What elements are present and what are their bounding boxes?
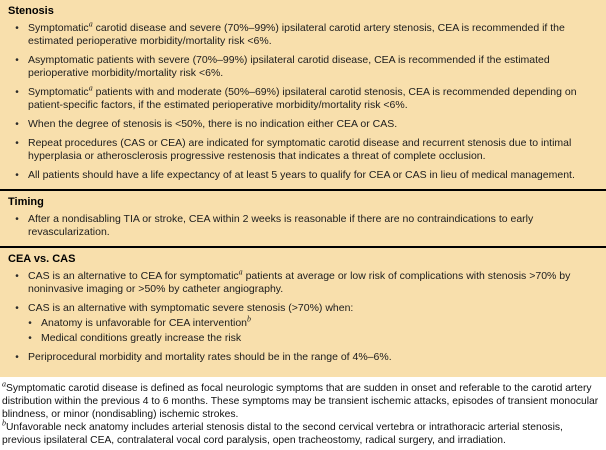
text-part: Asymptomatic patients with severe (70%–99%) ipsilateral carotid disease, CEA is recommended if the estimated perioperative morbidity/mortality risk <6%. [28, 54, 550, 79]
text-part: Repeat procedures (CAS or CEA) are indicated for symptomatic carotid disease and recurrent stenosis due to intimal hyperplasia or atherosclerosis progressive restenosis that indicates a threat of complete occlusion. [28, 137, 572, 162]
text-part: When the degree of stenosis is <50%, there is no indication either CEA or CAS. [28, 118, 398, 130]
section-stenosis [0, 0, 606, 189]
footnote [2, 418, 603, 447]
bullet-icon: • [15, 352, 19, 363]
text-part: CAS is an alternative to CEA for symptomatic [28, 270, 239, 282]
bullet-icon: • [28, 333, 32, 344]
text-part: Anatomy is unfavorable for CEA intervention [41, 317, 248, 329]
text-part: Medical conditions greatly increase the risk [41, 332, 242, 344]
bullet-text [28, 118, 597, 131]
bullet-icon: • [15, 55, 19, 66]
bullet-text [28, 302, 597, 315]
bullet-text [28, 213, 597, 239]
section-timing [0, 189, 606, 246]
bullet-icon: • [15, 170, 19, 181]
sub-bullet-item [8, 332, 597, 345]
bullet-icon: • [15, 303, 19, 314]
bullet-icon: • [15, 214, 19, 225]
bullet-text [28, 83, 597, 112]
section-cea-vs-cas [0, 246, 606, 371]
superscript-marker: a [238, 267, 243, 277]
sub-bullet-item [8, 314, 597, 330]
text-part: After a nondisabling TIA or stroke, CEA within 2 weeks is reasonable if there are no contraindications to early revascularization. [28, 213, 534, 238]
superscript-marker: a [88, 83, 93, 93]
bullet-text [28, 19, 597, 48]
bullet-icon: • [15, 271, 19, 282]
text-part: Periprocedural morbidity and mortality rates should be in the range of 4%–6%. [28, 351, 392, 363]
bullet-item [8, 213, 597, 239]
text-part: patients at average or low risk of complications with stenosis >70% by noninvasive imaging or >50% by catheter angiography. [28, 270, 571, 295]
bullet-text [28, 267, 597, 296]
bullet-item [8, 118, 597, 131]
text-part: carotid disease and severe (70%–99%) ipsilateral carotid artery stenosis, CEA is recommended if the estimated perioperative morbidity/mortality risk <6%. [28, 22, 565, 47]
footnote-text: Unfavorable neck anatomy includes arterial stenosis distal to the second cervical vertebra or intrathoracic arterial stenosis, previous ipsilateral CEA, contralateral vocal cord paralysis, open tracheostomy, radical surgery, and irradiation. [2, 422, 563, 446]
bullet-text [28, 137, 597, 163]
bullet-text [28, 169, 597, 182]
superscript-marker: b [247, 314, 252, 324]
section-title: Stenosis [8, 5, 54, 17]
text-part: patients with and moderate (50%–69%) ipsilateral carotid stenosis, CEA is recommended depending on patient-specific factors, if the estimated perioperative morbidity/mortality risk <6%. [28, 86, 577, 111]
bullet-item [8, 83, 597, 112]
text-part: Symptomatic [28, 22, 89, 34]
footnote-text: Symptomatic carotid disease is defined as focal neurologic symptoms that are sudden in onset and referable to the carotid artery distribution within the previous 4 to 6 months. These symptoms may be transient ischemic attacks, episodes of transient monocular blindness, or minor (nondisabling) ischemic strokes. [2, 383, 599, 420]
section-title: CEA vs. CAS [8, 253, 76, 265]
bullet-icon: • [15, 23, 19, 34]
footnotes [0, 377, 606, 447]
bullet-item [8, 19, 597, 48]
superscript-marker: a [88, 19, 93, 29]
text-part: CAS is an alternative with symptomatic severe stenosis (>70%) when: [28, 302, 354, 314]
section-title: Timing [8, 196, 44, 208]
bullet-icon: • [15, 138, 19, 149]
bullet-icon: • [15, 119, 19, 130]
bullet-text [28, 351, 597, 364]
bullet-item [8, 169, 597, 182]
footnote-marker: a [2, 379, 6, 389]
footnote-marker: b [2, 418, 6, 428]
bullet-text [28, 54, 597, 80]
text-part: All patients should have a life expectancy of at least 5 years to qualify for CEA or CAS in lieu of medical management. [28, 169, 575, 181]
footnote [2, 379, 603, 421]
bullet-icon: • [28, 318, 32, 329]
bullet-text [41, 314, 597, 330]
bullet-item [8, 267, 597, 296]
bullet-item [8, 137, 597, 163]
bullet-item [8, 302, 597, 315]
bullet-icon: • [15, 87, 19, 98]
bullet-item [8, 54, 597, 80]
bullet-text [41, 332, 597, 345]
bullet-item [8, 351, 597, 364]
text-part: Symptomatic [28, 86, 89, 98]
